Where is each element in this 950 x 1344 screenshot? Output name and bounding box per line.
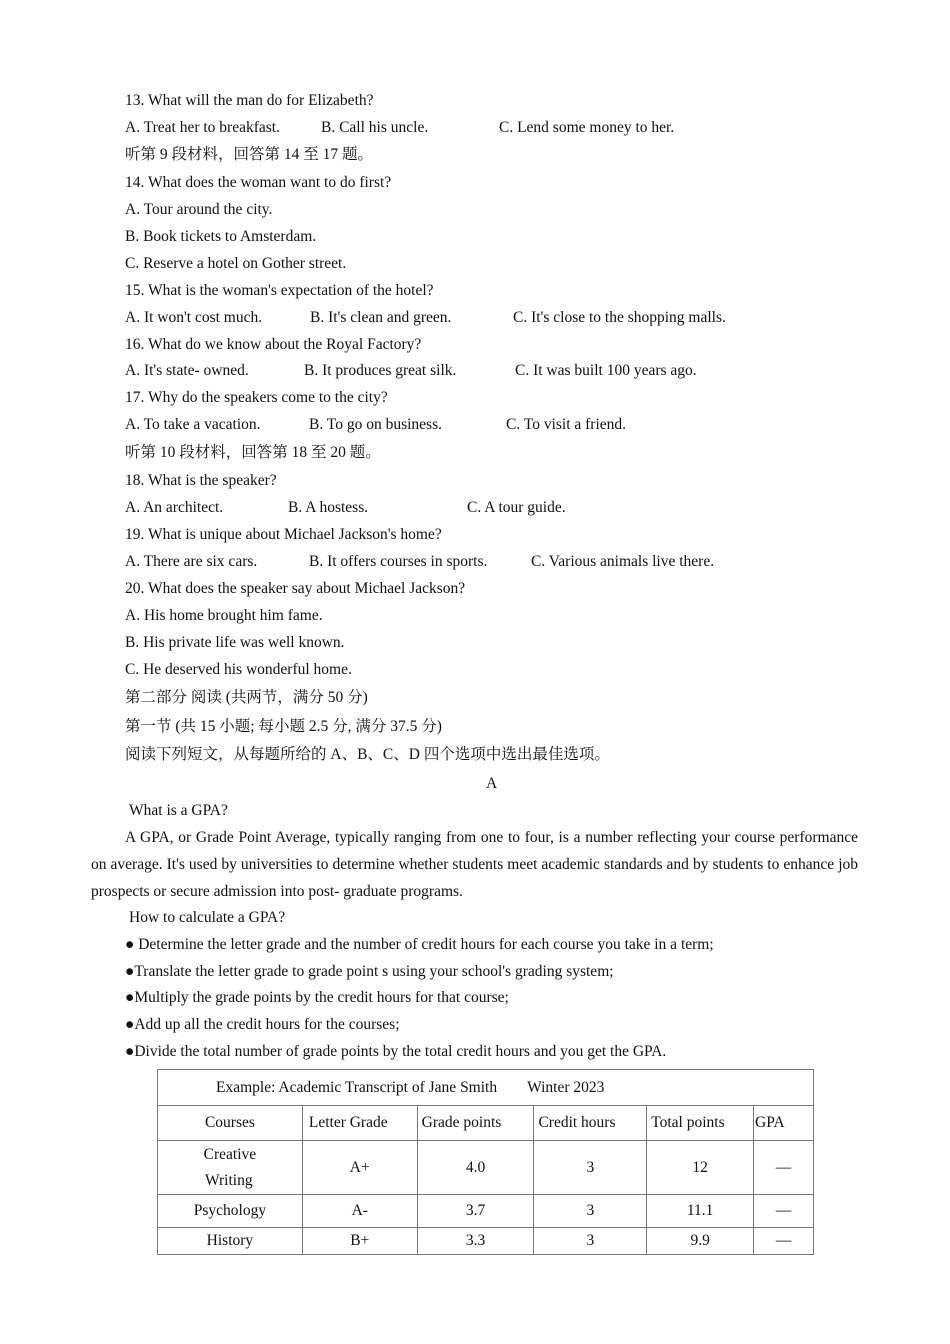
question-20-option-c: C. He deserved his wonderful home. <box>125 661 352 678</box>
option-b: B. It offers courses in sports. <box>309 553 488 570</box>
table-header-row <box>158 1106 814 1141</box>
caption-title: Example: Academic Transcript of Jane Smith <box>216 1078 498 1096</box>
grade-points: 3.3 <box>417 1228 534 1255</box>
table-caption-row <box>158 1070 814 1106</box>
header-grade-points: Grade points <box>417 1106 534 1141</box>
option-b: B. It produces great silk. <box>304 362 457 379</box>
letter-grade: B+ <box>302 1228 417 1255</box>
table-caption <box>158 1070 814 1106</box>
option-b: B. A hostess. <box>288 499 369 516</box>
option-a: A. There are six cars. <box>125 553 258 570</box>
gpa-value: — <box>754 1141 814 1195</box>
option-a: A. To take a vacation. <box>125 416 261 433</box>
total-points: 12 <box>647 1141 754 1195</box>
credit-hours: 3 <box>534 1195 647 1228</box>
question-18: 18. What is the speaker? <box>125 472 277 489</box>
total-points: 9.9 <box>647 1228 754 1255</box>
gpa-value: — <box>754 1195 814 1228</box>
caption-term: Winter 2023 <box>527 1078 605 1096</box>
header-gpa: GPA <box>754 1106 814 1141</box>
question-19: 19. What is unique about Michael Jackson's home? <box>125 526 442 543</box>
gpa-paragraph: A GPA, or Grade Point Average, typically ranging from one to four, is a number reflecting your course performance on average. It's used by universities to determine whether students meet academic standards and by students to enhance job prospects or secure admission into post- graduate programs. <box>91 829 858 900</box>
step-2: ●Translate the letter grade to grade point s using your school's grading system; <box>125 963 614 980</box>
question-14-option-a: A. Tour around the city. <box>125 201 273 218</box>
option-b: B. It's clean and green. <box>310 309 452 326</box>
section-instruction-9: 听第 9 段材料，回答第 14 至 17 题。 <box>125 146 374 163</box>
course-cell: Psychology <box>158 1195 303 1228</box>
letter-grade: A- <box>302 1195 417 1228</box>
course-line-1: Creative <box>203 1145 257 1163</box>
header-credit-hours: Credit hours <box>534 1106 647 1141</box>
option-c: C. Lend some money to her. <box>499 119 675 136</box>
option-c: C. A tour guide. <box>467 499 566 516</box>
question-14: 14. What does the woman want to do first? <box>125 174 392 191</box>
question-16: 16. What do we know about the Royal Factory? <box>125 336 422 353</box>
option-c: C. It was built 100 years ago. <box>515 362 697 379</box>
header-total-points: Total points <box>647 1106 754 1141</box>
course-cell: History <box>158 1228 303 1255</box>
option-a: A. An architect. <box>125 499 224 516</box>
part-two-heading: 第二部分 阅读 (共两节，满分 50 分) <box>125 689 368 706</box>
option-c: C. It's close to the shopping malls. <box>513 309 726 326</box>
credit-hours: 3 <box>534 1141 647 1195</box>
section-instruction-10: 听第 10 段材料，回答第 18 至 20 题。 <box>125 444 381 461</box>
gpa-heading: What is a GPA? <box>129 802 228 819</box>
option-a: A. It won't cost much. <box>125 309 263 326</box>
course-cell <box>158 1141 303 1195</box>
option-a: A. It's state- owned. <box>125 362 249 379</box>
section-one-heading: 第一节 (共 15 小题; 每小题 2.5 分, 满分 37.5 分) <box>125 718 442 735</box>
option-a: A. Treat her to breakfast. <box>125 119 280 136</box>
transcript-table <box>157 1069 814 1255</box>
step-5: ●Divide the total number of grade points by the total credit hours and you get the GPA. <box>125 1043 667 1060</box>
question-20: 20. What does the speaker say about Michael Jackson? <box>125 580 466 597</box>
step-1: ● Determine the letter grade and the number of credit hours for each course you take in a term; <box>125 936 714 953</box>
table-row <box>158 1228 814 1255</box>
reading-instruction: 阅读下列短文，从每题所给的 A、B、C、D 四个选项中选出最佳选项。 <box>125 746 610 763</box>
question-14-option-c: C. Reserve a hotel on Gother street. <box>125 255 347 272</box>
question-17: 17. Why do the speakers come to the city? <box>125 389 388 406</box>
passage-label: A <box>486 775 498 792</box>
question-20-option-b: B. His private life was well known. <box>125 634 345 651</box>
course-line-2: Writing <box>205 1171 253 1189</box>
header-courses: Courses <box>158 1106 303 1141</box>
step-4: ●Add up all the credit hours for the courses; <box>125 1016 400 1033</box>
option-b: B. Call his uncle. <box>321 119 429 136</box>
header-letter-grade: Letter Grade <box>302 1106 417 1141</box>
option-b: B. To go on business. <box>309 416 442 433</box>
table-row <box>158 1195 814 1228</box>
table-row <box>158 1141 814 1195</box>
option-c: C. To visit a friend. <box>506 416 627 433</box>
question-14-option-b: B. Book tickets to Amsterdam. <box>125 228 317 245</box>
total-points: 11.1 <box>647 1195 754 1228</box>
question-20-option-a: A. His home brought him fame. <box>125 607 323 624</box>
grade-points: 3.7 <box>417 1195 534 1228</box>
credit-hours: 3 <box>534 1228 647 1255</box>
step-3: ●Multiply the grade points by the credit hours for that course; <box>125 989 509 1006</box>
gpa-value: — <box>754 1228 814 1255</box>
question-13: 13. What will the man do for Elizabeth? <box>125 92 374 109</box>
calc-heading: How to calculate a GPA? <box>129 909 286 926</box>
question-15: 15. What is the woman's expectation of the hotel? <box>125 282 434 299</box>
option-c: C. Various animals live there. <box>531 553 715 570</box>
grade-points: 4.0 <box>417 1141 534 1195</box>
letter-grade: A+ <box>302 1141 417 1195</box>
